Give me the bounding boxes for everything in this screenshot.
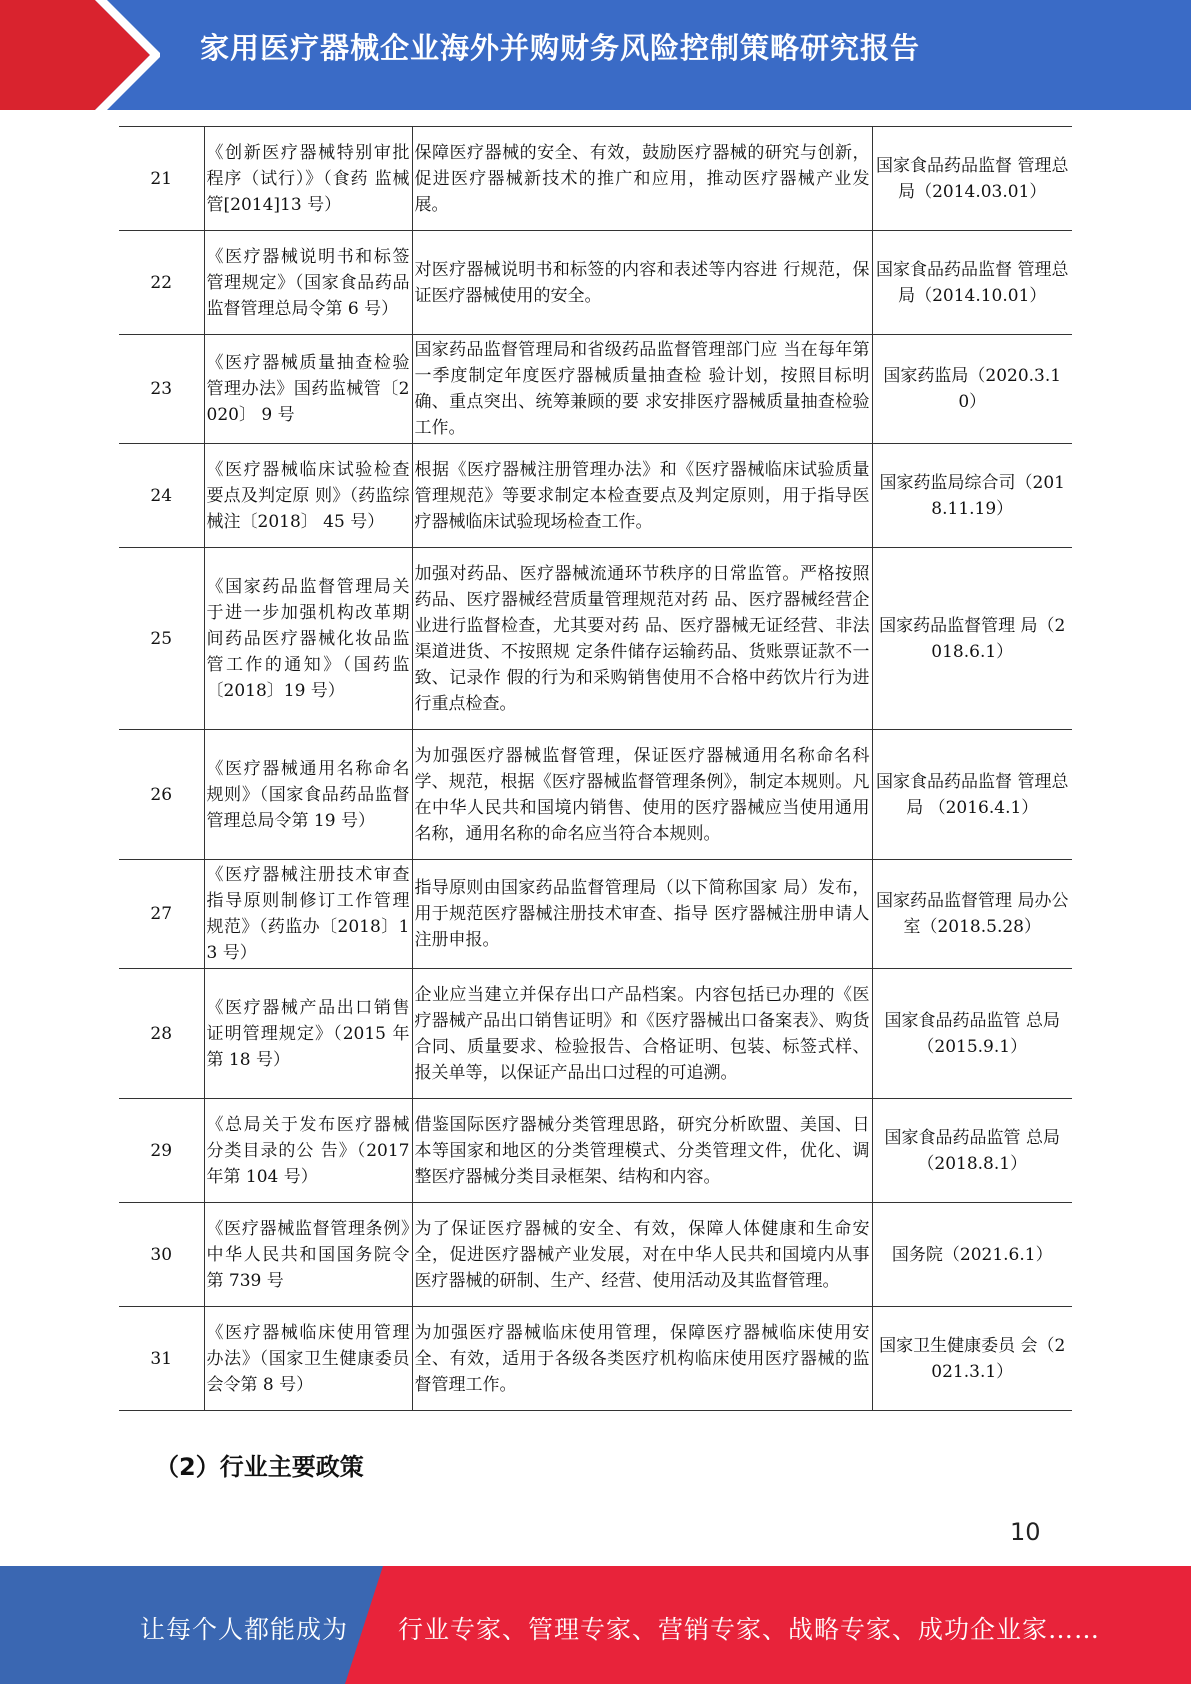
issuing-agency: 国家药监局（2020.3.10） — [872, 335, 1072, 444]
regulation-name: 《总局关于发布医疗器械分类目录的公 告》（2017 年第 104 号） — [204, 1099, 412, 1203]
table-row — [119, 730, 1072, 860]
issuing-agency: 国务院（2021.6.1） — [872, 1203, 1072, 1307]
report-title: 家用医疗器械企业海外并购财务风险控制策略研究报告 — [200, 31, 921, 65]
row-number: 31 — [119, 1307, 204, 1411]
regulation-name: 《医疗器械监督管理条例》中华人民共和国国务院令第 739 号 — [204, 1203, 412, 1307]
regulation-description: 保障医疗器械的安全、有效，鼓励医疗器械的研究与创新，促进医疗器械新技术的推广和应用，推动医疗器械产业发展。 — [412, 127, 872, 231]
table-row — [119, 969, 1072, 1099]
issuing-agency: 国家食品药品监管 总局（2015.9.1） — [872, 969, 1072, 1099]
row-number: 30 — [119, 1203, 204, 1307]
issuing-agency: 国家食品药品监督 管理总局 （2016.4.1） — [872, 730, 1072, 860]
issuing-agency: 国家食品药品监管 总局（2018.8.1） — [872, 1099, 1072, 1203]
table-row — [119, 548, 1072, 730]
row-number: 29 — [119, 1099, 204, 1203]
regulation-description: 企业应当建立并保存出口产品档案。内容包括已办理的《医疗器械产品出口销售证明》和《医疗器械出口备案表》、购货合同、质量要求、检验报告、合格证明、包装、标签式样、报关单等，以保证产品出口过程的可追溯。 — [412, 969, 872, 1099]
regulation-description: 为加强医疗器械临床使用管理，保障医疗器械临床使用安全、有效，适用于各级各类医疗机构临床使用医疗器械的监督管理工作。 — [412, 1307, 872, 1411]
section-heading: （2）行业主要政策 — [155, 1453, 364, 1481]
table-row — [119, 127, 1072, 231]
header-red-chevron — [0, 0, 150, 110]
table-row — [119, 335, 1072, 444]
regulation-name: 《医疗器械质量抽查检验管理办法》国药监械管〔2020〕 9 号 — [204, 335, 412, 444]
row-number: 23 — [119, 335, 204, 444]
regulation-description: 为加强医疗器械监督管理，保证医疗器械通用名称命名科学、规范，根据《医疗器械监督管理条例》，制定本规则。凡在中华人民共和国境内销售、使用的医疗器械应当使用通用名称，通用名称的命名应当符合本规则。 — [412, 730, 872, 860]
regulation-name: 《医疗器械通用名称命名规则》（国家食品药品监督管理总局令第 19 号） — [204, 730, 412, 860]
table-row — [119, 860, 1072, 969]
table-row — [119, 444, 1072, 548]
issuing-agency: 国家药品监督管理 局办公室（2018.5.28） — [872, 860, 1072, 969]
table-row — [119, 231, 1072, 335]
regulation-name: 《创新医疗器械特别审批程序（试行）》（食药 监械管[2014]13 号） — [204, 127, 412, 231]
regulation-description: 指导原则由国家药品监督管理局（以下简称国家 局）发布，用于规范医疗器械注册技术审查、指导 医疗器械注册申请人注册申报。 — [412, 860, 872, 969]
issuing-agency: 国家卫生健康委员 会（2021.3.1） — [872, 1307, 1072, 1411]
table-row — [119, 1099, 1072, 1203]
regulation-description: 借鉴国际医疗器械分类管理思路，研究分析欧盟、美国、日本等国家和地区的分类管理模式、分类管理文件，优化、调整医疗器械分类目录框架、结构和内容。 — [412, 1099, 872, 1203]
regulation-description: 根据《医疗器械注册管理办法》和《医疗器械临床试验质量管理规范》等要求制定本检查要点及判定原则，用于指导医疗器械临床试验现场检查工作。 — [412, 444, 872, 548]
table-row — [119, 1203, 1072, 1307]
row-number: 25 — [119, 548, 204, 730]
footer-slogan-right: 行业专家、管理专家、营销专家、战略专家、成功企业家…… — [398, 1615, 1101, 1644]
regulation-description: 加强对药品、医疗器械流通环节秩序的日常监管。严格按照药品、医疗器械经营质量管理规范对药 品、医疗器械经营企业进行监督检查，尤其要对药 品、医疗器械无证经营、非法渠道进货、不按照规 定条件储存运输药品、货账票证款不一致、记录作 假的行为和采购销售使用不合格中药饮片行为进 行重点检查。 — [412, 548, 872, 730]
table-row — [119, 1307, 1072, 1411]
regulation-description: 为了保证医疗器械的安全、有效，保障人体健康和生命安全，促进医疗器械产业发展，对在中华人民共和国境内从事医疗器械的研制、生产、经营、使用活动及其监督管理。 — [412, 1203, 872, 1307]
regulation-name: 《医疗器械说明书和标签管理规定》（国家食品药品监督管理总局令第 6 号） — [204, 231, 412, 335]
row-number: 27 — [119, 860, 204, 969]
footer-slogan-left: 让每个人都能成为 — [140, 1615, 349, 1644]
issuing-agency: 国家药监局综合司（2018.11.19） — [872, 444, 1072, 548]
row-number: 24 — [119, 444, 204, 548]
row-number: 26 — [119, 730, 204, 860]
regulation-name: 《医疗器械注册技术审查指导原则制修订工作管理规范》（药监办〔2018〕13 号） — [204, 860, 412, 969]
regulation-name: 《国家药品监督管理局关于进一步加强机构改革期间药品医疗器械化妆品监管工作的通知》（国药监〔2018〕19 号） — [204, 548, 412, 730]
regulation-name: 《医疗器械产品出口销售证明管理规定》（2015 年第 18 号） — [204, 969, 412, 1099]
regulation-name: 《医疗器械临床使用管理办法》（国家卫生健康委员会令第 8 号） — [204, 1307, 412, 1411]
page-header — [0, 0, 1191, 110]
row-number: 22 — [119, 231, 204, 335]
page-number: 10 — [1010, 1518, 1041, 1546]
row-number: 21 — [119, 127, 204, 231]
regulation-table — [119, 126, 1072, 1411]
issuing-agency: 国家药品监督管理 局（2018.6.1） — [872, 548, 1072, 730]
regulation-description: 对医疗器械说明书和标签的内容和表述等内容进 行规范，保证医疗器械使用的安全。 — [412, 231, 872, 335]
issuing-agency: 国家食品药品监督 管理总局（2014.03.01） — [872, 127, 1072, 231]
row-number: 28 — [119, 969, 204, 1099]
issuing-agency: 国家食品药品监督 管理总局（2014.10.01） — [872, 231, 1072, 335]
regulation-description: 国家药品监督管理局和省级药品监督管理部门应 当在每年第一季度制定年度医疗器械质量抽查检 验计划，按照目标明确、重点突出、统筹兼顾的要 求安排医疗器械质量抽查检验工作。 — [412, 335, 872, 444]
regulation-name: 《医疗器械临床试验检查要点及判定原 则》（药监综械注〔2018〕 45 号） — [204, 444, 412, 548]
